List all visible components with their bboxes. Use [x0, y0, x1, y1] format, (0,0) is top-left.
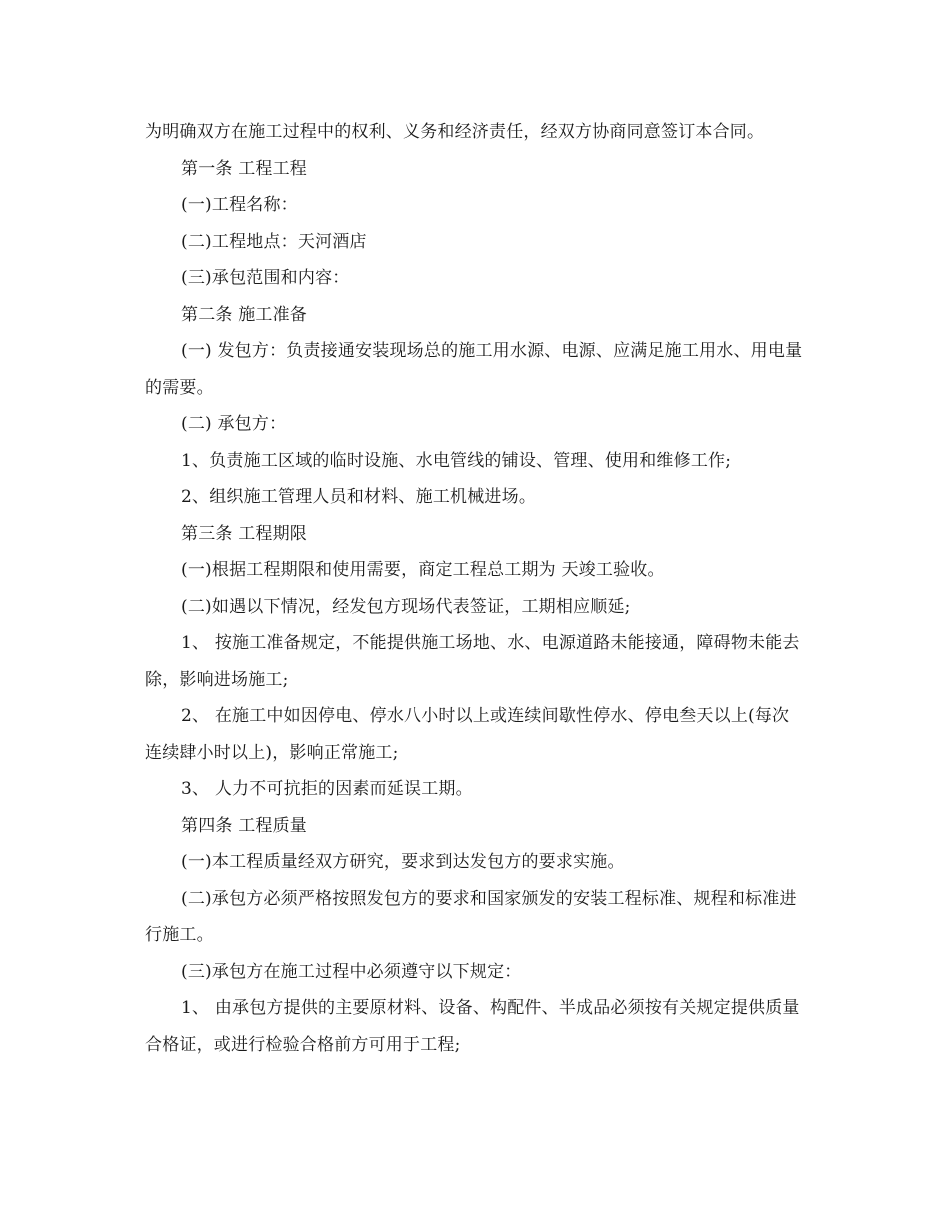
contractor-duty-item-1: 1、负责施工区域的临时设施、水电管线的铺设、管理、使用和维修工作;	[181, 450, 732, 471]
extension-case-3: 3、 人力不可抗拒的因素而延误工期。	[181, 779, 473, 799]
extension-case-1: 1、 按施工准备规定，不能提供施工场地、水、电源道路未能接通，障碍物未能去除，影响进场施工;	[145, 633, 800, 690]
quality-standard-paragraph: (二)承包方必须严格按照发包方的要求和国家颁发的安装工程标准、规程和标准进行施工。	[145, 888, 797, 945]
article-1-heading: 第一条 工程工程	[181, 158, 308, 179]
extension-case-2: 2、 在施工中如因停电、停水八小时以上或连续间歇性停水、停电叁天以上(每次连续肆小时以上)，影响正常施工;	[145, 706, 790, 763]
contract-body	[145, 114, 805, 1063]
quality-rules-line: (三)承包方在施工过程中必须遵守以下规定：	[181, 961, 522, 982]
contractor-duty-item-2: 2、组织施工管理人员和材料、施工机械进场。	[181, 487, 537, 507]
quality-requirement-line: (一)本工程质量经双方研究，要求到达发包方的要求实施。	[181, 852, 625, 872]
article-4-heading: 第四条 工程质量	[181, 815, 308, 836]
contract-scope-line: (三)承包范围和内容：	[181, 268, 350, 288]
intro-paragraph: 为明确双方在施工过程中的权利、义务和经济责任，经双方协商同意签订本合同。	[145, 122, 765, 142]
project-name-line: (一)工程名称：	[181, 195, 298, 215]
schedule-total-line: (一)根据工程期限和使用需要，商定工程总工期为 天竣工验收。	[181, 560, 665, 580]
contractor-label-line: (二) 承包方：	[181, 414, 287, 434]
employer-duty-paragraph: (一) 发包方：负责接通安装现场总的施工用水源、电源、应满足施工用水、用电量的需要。	[145, 341, 803, 398]
schedule-extension-line: (二)如遇以下情况，经发包方现场代表签证，工期相应顺延;	[181, 596, 631, 617]
quality-rule-item-1: 1、 由承包方提供的主要原材料、设备、构配件、半成品必须按有关规定提供质量合格证，或进行检验合格前方可用于工程;	[145, 998, 800, 1055]
project-location-line: (二)工程地点：天河酒店	[181, 231, 367, 252]
article-3-heading: 第三条 工程期限	[181, 523, 308, 544]
article-2-heading: 第二条 施工准备	[181, 304, 308, 325]
